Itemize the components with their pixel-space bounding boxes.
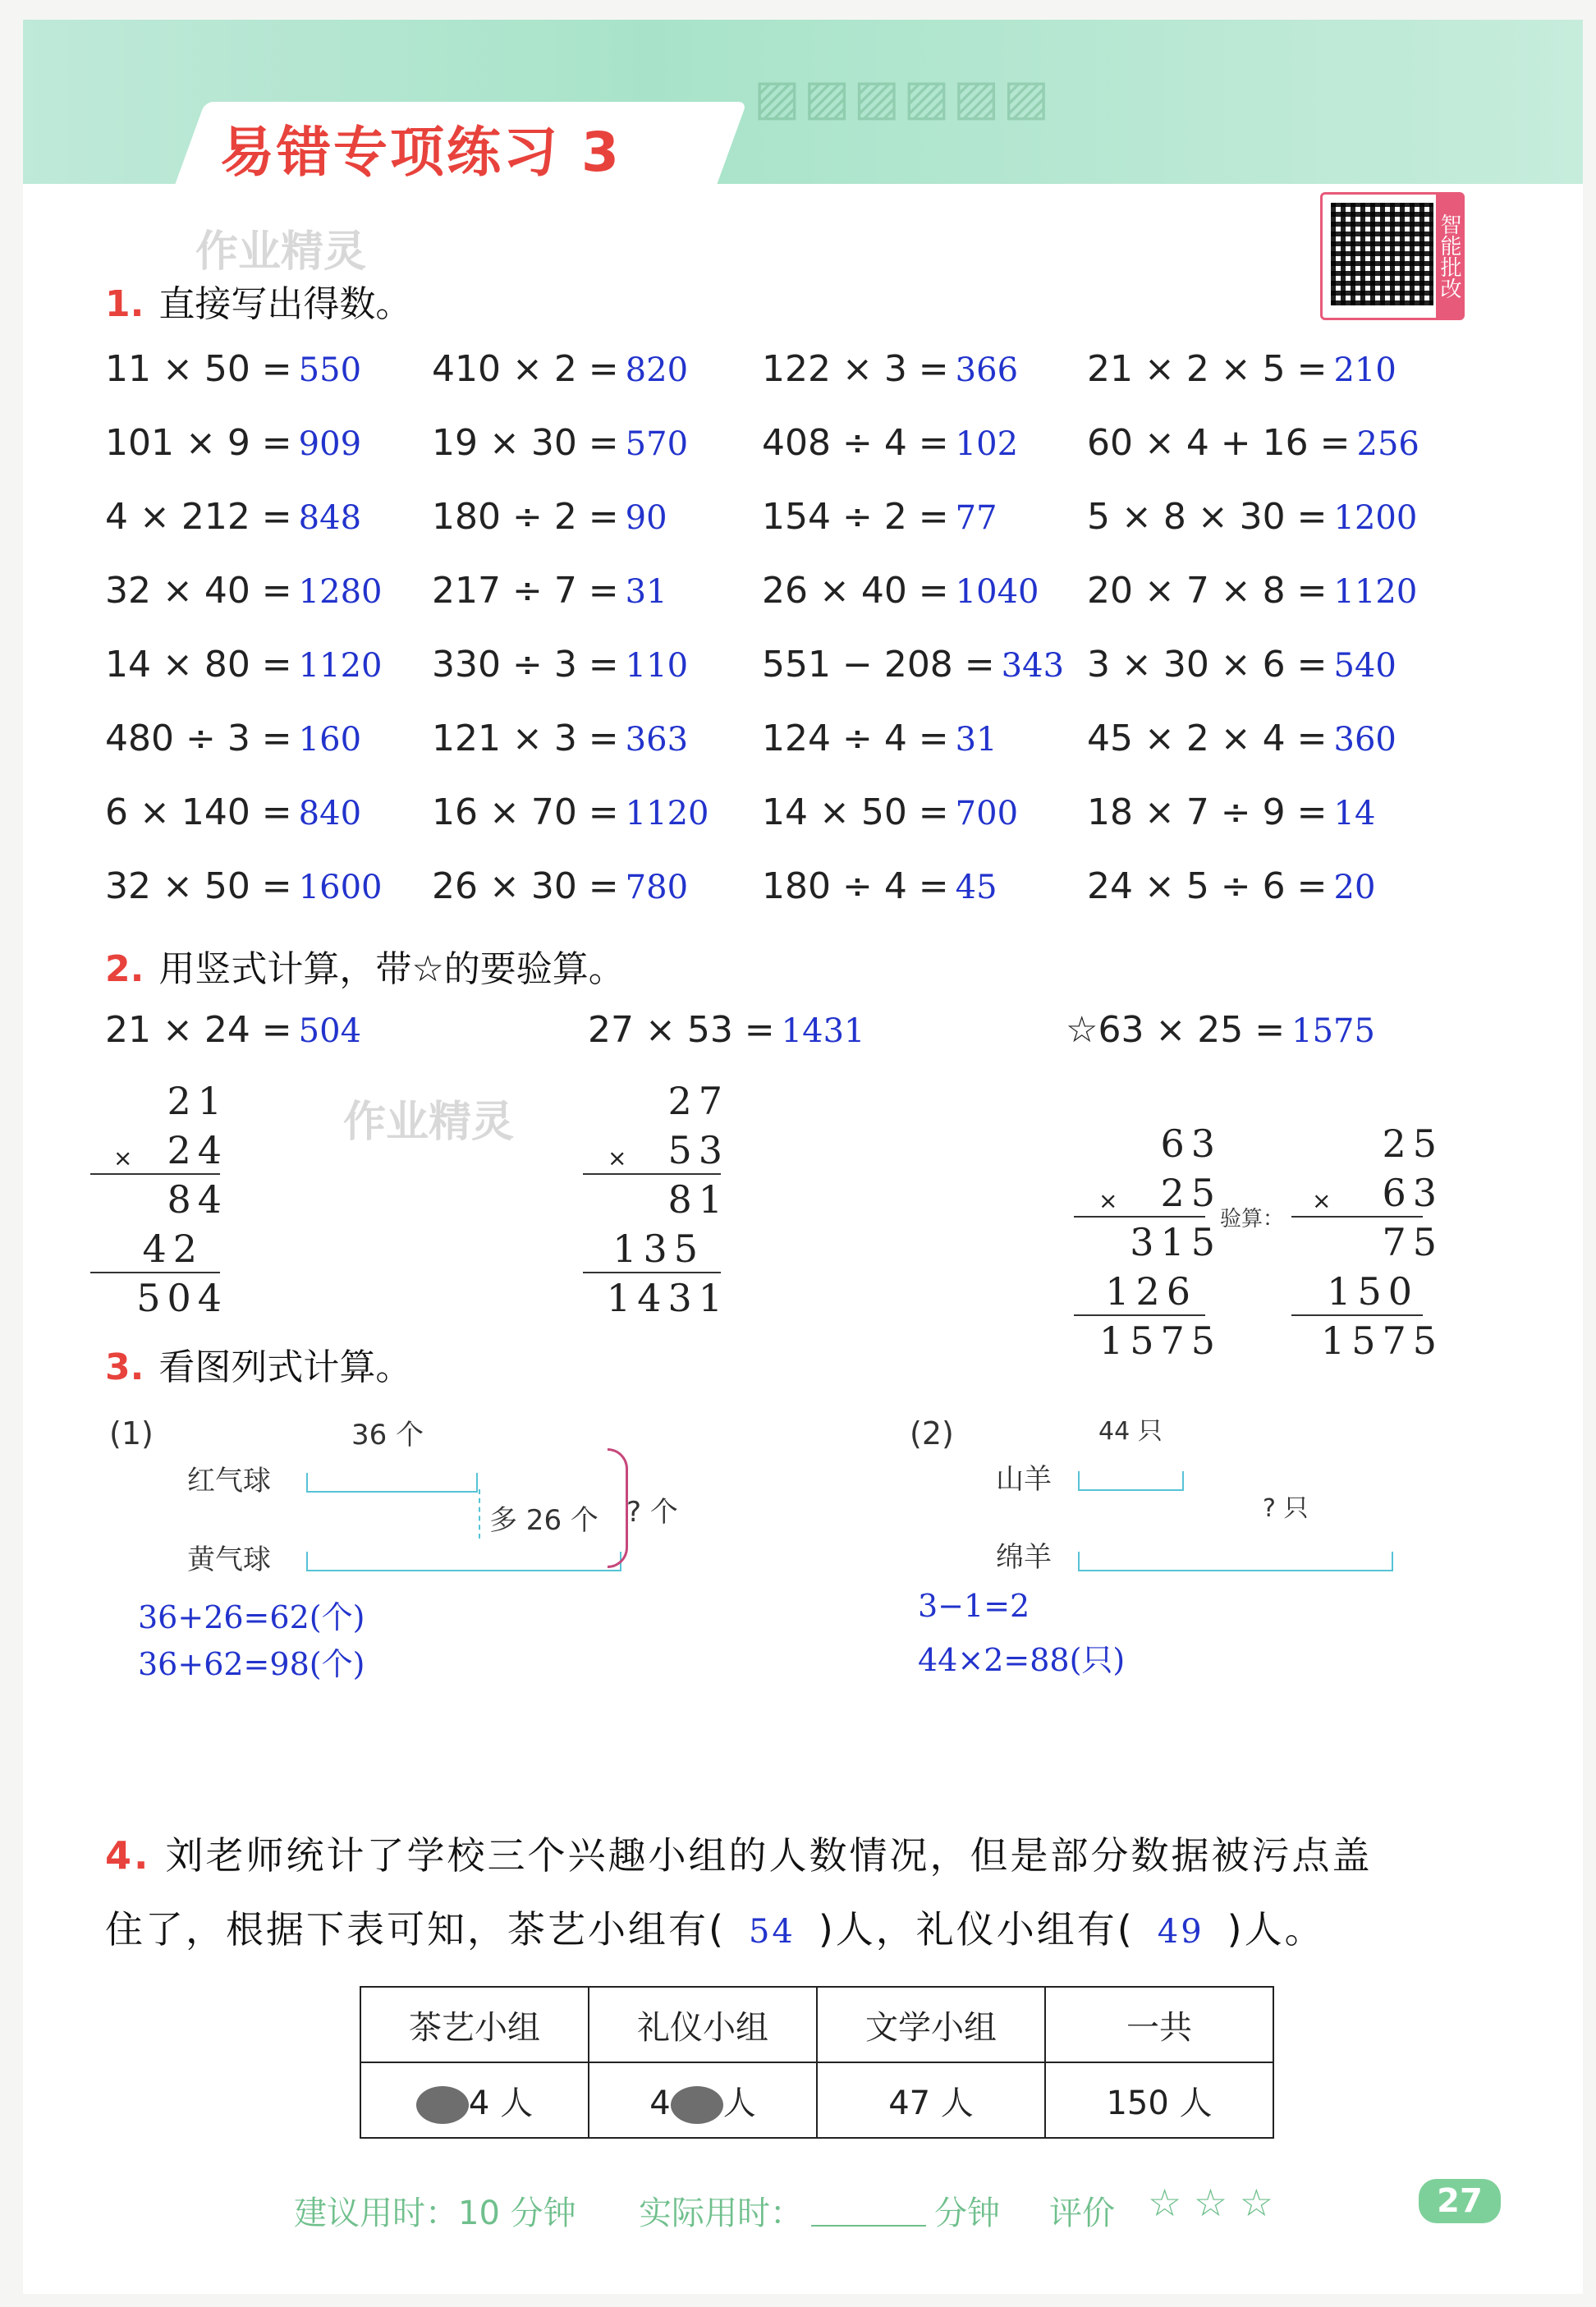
expression: 5 × 8 × 30 = — [1087, 496, 1328, 538]
expression: 4 × 212 = — [105, 496, 292, 538]
work-line: 36+26=62(个) — [138, 1599, 365, 1635]
question-number: 3. — [105, 1346, 144, 1388]
answer: 1600 — [298, 869, 383, 906]
answer: 14 — [1333, 795, 1376, 832]
answer: 780 — [625, 869, 689, 906]
work-line: 3−1=2 — [918, 1588, 1030, 1624]
table-cell: 150 人 — [1045, 2062, 1273, 2138]
oral-calc-item — [1087, 791, 1375, 833]
qr-label: 智能批改 — [1436, 195, 1462, 318]
answer: 1280 — [298, 573, 383, 611]
goat-bar — [1078, 1471, 1184, 1491]
answer: 77 — [955, 499, 998, 537]
answer: 363 — [625, 721, 689, 759]
expression: 101 × 9 = — [105, 422, 292, 464]
vc2-line1: 27 — [667, 1079, 729, 1123]
expression: 45 × 2 × 4 = — [1087, 718, 1328, 759]
total-brace — [608, 1448, 628, 1568]
oral-calc-item — [1087, 865, 1375, 907]
answer: 1120 — [298, 647, 383, 685]
expression: 408 ÷ 4 = — [762, 422, 949, 464]
work-line: 36+62=98(个) — [138, 1646, 365, 1682]
page-number: 27 — [1419, 2179, 1501, 2223]
oral-calc-item — [762, 865, 998, 907]
expression: 551 − 208 = — [762, 644, 995, 686]
difference-label: 多 26 个 — [489, 1504, 598, 1537]
times-sign: × — [113, 1144, 133, 1172]
oral-calc-item — [105, 422, 361, 464]
cell-text: 4 人 — [468, 2084, 534, 2122]
oral-calc-item — [1087, 644, 1396, 686]
question-number: 1. — [105, 283, 144, 325]
expression: 14 × 80 = — [105, 644, 292, 686]
dashed-guide — [479, 1489, 480, 1539]
cell-text: 4 — [649, 2084, 671, 2122]
group-table — [360, 1986, 1274, 2139]
answer: 848 — [298, 499, 362, 537]
vc3-line5: 1575 — [1098, 1319, 1222, 1363]
vertical-problem-2 — [588, 1009, 864, 1051]
check-line3: 75 — [1382, 1220, 1443, 1264]
oral-calc-item — [432, 644, 688, 686]
vertical-problem-3 — [1066, 1009, 1375, 1051]
qr-pattern — [1331, 203, 1433, 305]
oral-calc-item — [105, 791, 361, 833]
answer: 31 — [625, 573, 667, 611]
vc2-line4: 135 — [612, 1227, 704, 1271]
question-1-heading — [105, 274, 411, 327]
rule — [1291, 1314, 1423, 1316]
oral-calc-item — [105, 865, 382, 907]
question-text: 直接写出得数。 — [158, 283, 412, 325]
expression: 18 × 7 ÷ 9 = — [1087, 791, 1328, 833]
question-text: 用竖式计算，带☆的要验算。 — [158, 948, 625, 990]
question-2-heading — [105, 939, 625, 992]
expression: 180 ÷ 4 = — [762, 865, 949, 907]
answer: 20 — [1333, 869, 1376, 906]
expression: 19 × 30 = — [432, 422, 619, 464]
times-sign: × — [1098, 1187, 1118, 1214]
check-line1: 25 — [1382, 1121, 1443, 1166]
rule — [90, 1173, 220, 1175]
expression: 3 × 30 × 6 = — [1087, 644, 1328, 686]
yellow-bar — [306, 1552, 621, 1571]
actual-time-label: 实际用时： — [639, 2195, 803, 2232]
answer: 570 — [625, 425, 689, 463]
expression: 121 × 3 = — [432, 718, 619, 759]
expression: 32 × 40 = — [105, 570, 292, 612]
answer: 110 — [625, 647, 689, 685]
vertical-problem-1 — [105, 1009, 361, 1051]
question-4-line2 — [105, 1900, 1325, 1954]
answer: 820 — [625, 351, 689, 389]
expression: 26 × 40 = — [762, 570, 949, 612]
check-line5: 1575 — [1320, 1319, 1443, 1363]
question-text: 住了，根据下表可知，茶艺小组有( — [105, 1907, 726, 1952]
answer: 366 — [955, 351, 1019, 389]
answer-blank[interactable]: 54 — [748, 1913, 796, 1951]
oral-calc-item — [105, 644, 382, 686]
answer: 102 — [955, 425, 1019, 463]
oral-calc-item — [762, 718, 998, 759]
answer: 1200 — [1333, 499, 1418, 537]
table-header: 一共 — [1045, 1987, 1273, 2062]
answer-blank[interactable]: 49 — [1157, 1913, 1204, 1951]
check-line2: 63 — [1382, 1171, 1443, 1215]
vc1-line1: 21 — [167, 1079, 228, 1123]
oral-calc-item — [105, 496, 361, 538]
sheep-bar — [1078, 1552, 1393, 1571]
evaluation-label: 评价 — [1049, 2195, 1115, 2232]
oral-calc-item — [1087, 496, 1417, 538]
table-cell: 47 人 — [817, 2062, 1045, 2138]
vc2-line3: 81 — [667, 1177, 729, 1222]
expression: 14 × 50 = — [762, 791, 949, 833]
rule — [1074, 1314, 1205, 1316]
watermark: 作业精灵 — [195, 227, 367, 277]
vc2-line5: 1431 — [606, 1276, 729, 1320]
answer: 360 — [1333, 721, 1396, 759]
minutes-unit: 分钟 — [934, 2195, 1000, 2232]
question-number: 4. — [105, 1833, 151, 1878]
expression: 480 ÷ 3 = — [105, 718, 292, 759]
oral-calc-item — [432, 718, 688, 759]
part-label: (1) — [109, 1415, 154, 1452]
rule — [1074, 1216, 1205, 1218]
worksheet-page — [23, 20, 1583, 2294]
question-text: )人。 — [1227, 1907, 1325, 1952]
table-header-row — [360, 1987, 1273, 2062]
watermark: 作业精灵 — [343, 1098, 515, 1147]
times-sign: × — [1312, 1187, 1332, 1214]
expression: 60 × 4 + 16 = — [1087, 422, 1351, 464]
top-quantity: 44 只 — [1098, 1417, 1163, 1446]
check-label: 验算： — [1220, 1207, 1285, 1231]
vc3-line1: 63 — [1160, 1121, 1222, 1166]
expression: 6 × 140 = — [105, 791, 292, 833]
answer: 1120 — [625, 795, 709, 832]
expression: 26 × 30 = — [432, 865, 619, 907]
expression: 122 × 3 = — [762, 348, 949, 390]
answer: 343 — [1001, 647, 1065, 685]
answer: 550 — [298, 351, 362, 389]
cell-text: 人 — [722, 2084, 756, 2122]
oral-calc-item — [762, 791, 1018, 833]
sheep-label: 绵羊 — [996, 1541, 1052, 1574]
part-label: (2) — [910, 1415, 954, 1452]
question-4-line1 — [105, 1826, 1372, 1880]
answer: 909 — [298, 425, 362, 463]
page-title: 易错专项练习 3 — [220, 121, 621, 184]
answer: 90 — [625, 499, 667, 537]
question-3-heading — [105, 1337, 411, 1390]
table-header: 茶艺小组 — [360, 1987, 589, 2062]
expression: 180 ÷ 2 = — [432, 496, 619, 538]
oral-calc-item — [1087, 422, 1419, 464]
oral-calc-item — [1087, 718, 1396, 759]
expression: 20 × 7 × 8 = — [1087, 570, 1328, 612]
answer: 1575 — [1291, 1012, 1375, 1050]
red-balloon-label: 红气球 — [187, 1465, 271, 1497]
answer: 540 — [1333, 647, 1396, 685]
work-line: 44×2=88(只) — [918, 1642, 1126, 1678]
ink-blot — [671, 2086, 723, 2124]
table-header: 礼仪小组 — [589, 1987, 817, 2062]
expression: 330 ÷ 3 = — [432, 644, 619, 686]
rule — [90, 1272, 220, 1273]
rule — [1291, 1216, 1423, 1218]
oral-calc-item — [762, 644, 1064, 686]
oral-calc-item — [432, 348, 688, 390]
question-text: 看图列式计算。 — [158, 1346, 412, 1388]
vc1-line5: 504 — [136, 1276, 228, 1320]
rule — [583, 1173, 721, 1175]
answer: 840 — [298, 795, 362, 832]
question-text: 刘老师统计了学校三个兴趣小组的人数情况，但是部分数据被污点盖 — [165, 1833, 1373, 1878]
oral-calc-item — [432, 570, 667, 612]
answer: 700 — [955, 795, 1019, 832]
answer: 256 — [1356, 425, 1419, 463]
expression: 24 × 5 ÷ 6 = — [1087, 865, 1328, 907]
expression: 32 × 50 = — [105, 865, 292, 907]
times-sign: × — [608, 1144, 627, 1172]
oral-calc-item — [762, 570, 1039, 612]
expression: 154 ÷ 2 = — [762, 496, 949, 538]
expression: 124 ÷ 4 = — [762, 718, 949, 759]
expression: 16 × 70 = — [432, 791, 619, 833]
oral-calc-item — [762, 348, 1018, 390]
oral-calc-item — [105, 570, 382, 612]
table-cell — [360, 2062, 589, 2138]
top-quantity: 36 个 — [351, 1419, 424, 1452]
expression: 410 × 2 = — [432, 348, 619, 390]
answer: 45 — [955, 869, 998, 906]
expression: 21 × 2 × 5 = — [1087, 348, 1328, 390]
question-text: )人，礼仪小组有( — [818, 1907, 1135, 1952]
goat-label: 山羊 — [996, 1463, 1052, 1496]
vc2-line2: 53 — [667, 1128, 729, 1172]
oral-calc-item — [432, 865, 688, 907]
rule — [583, 1272, 721, 1273]
table-row — [360, 2062, 1273, 2138]
suggested-time: 建议用时：10 分钟 — [294, 2195, 576, 2232]
banner-decoration: ▨▨▨▨▨▨ — [754, 69, 1053, 126]
oral-calc-item — [105, 348, 361, 390]
answer: 160 — [298, 721, 362, 759]
star-rating-icon[interactable]: ☆ ☆ ☆ — [1148, 2181, 1273, 2225]
answer: 1040 — [955, 573, 1039, 611]
vc1-line2: 24 — [167, 1128, 228, 1172]
oral-calc-item — [432, 791, 709, 833]
table-cell — [589, 2062, 817, 2138]
oral-calc-item — [762, 422, 1018, 464]
vc1-line4: 42 — [142, 1227, 204, 1271]
vc3-line2: 25 — [1160, 1171, 1222, 1215]
expression: 11 × 50 = — [105, 348, 292, 390]
oral-calc-item — [1087, 348, 1396, 390]
oral-calc-item — [762, 496, 998, 538]
expression: 21 × 24 = — [105, 1009, 292, 1051]
question-number: 2. — [105, 948, 144, 990]
expression: 217 ÷ 7 = — [432, 570, 619, 612]
ink-blot — [416, 2086, 469, 2124]
actual-time-blank[interactable] — [811, 2225, 926, 2227]
answer: 504 — [298, 1012, 362, 1050]
oral-calc-item — [105, 718, 361, 759]
table-header: 文学小组 — [817, 1987, 1045, 2062]
check-line4: 150 — [1327, 1269, 1419, 1314]
question-quantity: ? 只 — [1263, 1494, 1309, 1523]
answer: 31 — [955, 721, 998, 759]
qr-code-icon[interactable] — [1320, 192, 1465, 320]
red-bar — [306, 1473, 478, 1493]
answer: 1120 — [1333, 573, 1418, 611]
oral-calc-item — [432, 422, 688, 464]
vc3-line3: 315 — [1130, 1220, 1222, 1264]
yellow-balloon-label: 黄气球 — [187, 1543, 271, 1576]
answer: 1431 — [781, 1012, 865, 1050]
expression: ☆63 × 25 = — [1066, 1009, 1286, 1051]
oral-calc-item — [432, 496, 667, 538]
vc3-line4: 126 — [1105, 1269, 1197, 1314]
answer: 210 — [1333, 351, 1396, 389]
oral-calc-item — [1087, 570, 1417, 612]
expression: 27 × 53 = — [588, 1009, 775, 1051]
question-total: ? 个 — [626, 1496, 678, 1529]
vc1-line3: 84 — [167, 1177, 228, 1222]
